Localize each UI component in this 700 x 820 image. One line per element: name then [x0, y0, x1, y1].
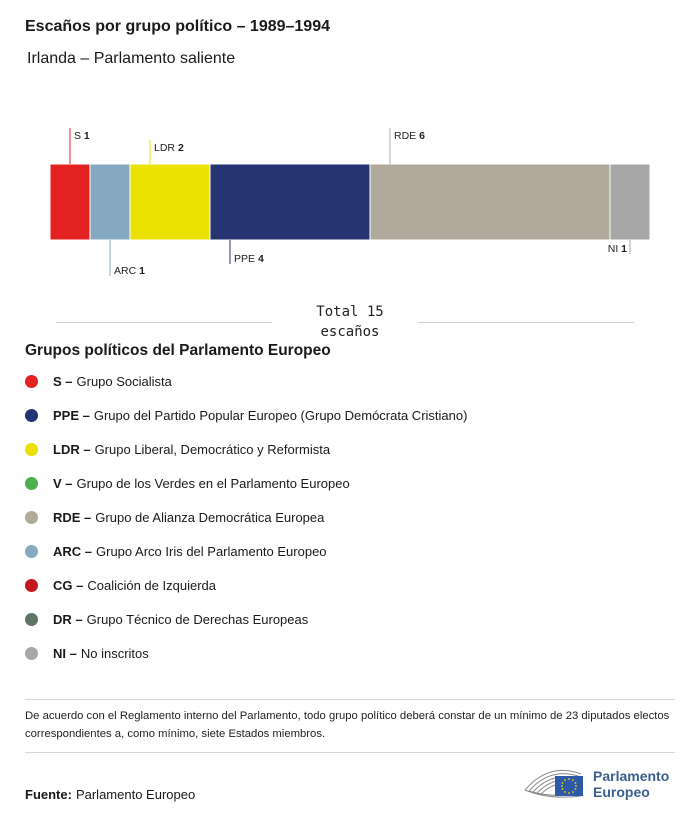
- legend-item: [25, 474, 350, 492]
- bar-label-s: S 1: [74, 130, 90, 142]
- chart-subtitle: Irlanda – Parlamento saliente: [27, 50, 236, 67]
- legend-description: Grupo de los Verdes en el Parlamento Europeo: [76, 475, 350, 491]
- legend-code: RDE –: [53, 509, 92, 525]
- legend-code: S –: [53, 373, 73, 389]
- source-value: Parlamento Europeo: [75, 787, 196, 802]
- legend-swatch: [25, 443, 38, 456]
- legend-item: [25, 542, 327, 560]
- legend-label: [53, 612, 308, 627]
- source-label: Fuente:: [25, 787, 72, 802]
- legend-label: [53, 578, 216, 593]
- logo-line-1: Parlamento: [593, 768, 670, 784]
- legend-code: CG –: [53, 577, 84, 593]
- bar-label-rde: RDE 6: [394, 130, 425, 142]
- bar-segment-ldr: [130, 164, 210, 240]
- legend-swatch: [25, 613, 38, 626]
- logo-wordmark: [593, 768, 669, 800]
- legend-label: [53, 544, 327, 559]
- legend-label: [53, 374, 172, 389]
- legend-item: [25, 610, 308, 628]
- bar-label-ppe: PPE 4: [234, 253, 264, 265]
- legend-item: [25, 576, 216, 594]
- legend-code: DR –: [53, 611, 83, 627]
- legend-description: Grupo Socialista: [76, 373, 172, 389]
- bar-segment-arc: [90, 164, 130, 240]
- source: [25, 787, 195, 802]
- legend-label: [53, 408, 467, 423]
- legend-swatch: [25, 647, 38, 660]
- legend-item: [25, 508, 324, 526]
- footnote: De acuerdo con el Reglamento interno del Parlamento, todo grupo político deberá constar de un mínimo de 23 diputados electos correspondientes a, como mínimo, siete Estados miembros.: [25, 710, 670, 740]
- legend-description: Grupo Arco Iris del Parlamento Europeo: [96, 543, 327, 559]
- legend-swatch: [25, 545, 38, 558]
- total-divider-left: [56, 322, 272, 323]
- legend-description: Grupo Liberal, Democrático y Reformista: [94, 441, 331, 457]
- legend-item: [25, 644, 149, 662]
- legend-code: PPE –: [53, 407, 90, 423]
- bar-segment-ppe: [210, 164, 370, 240]
- logo-line-2: Europeo: [593, 784, 650, 800]
- bar-segment-s: [50, 164, 90, 240]
- legend-item: [25, 406, 467, 424]
- legend-code: V –: [53, 475, 73, 491]
- legend-swatch: [25, 375, 38, 388]
- bar-label-ldr: LDR 2: [154, 142, 184, 154]
- legend-swatch: [25, 579, 38, 592]
- legend-code: ARC –: [53, 543, 93, 559]
- legend-code: NI –: [53, 645, 77, 661]
- total-seats-label: Total 15 escaños: [316, 304, 384, 340]
- legend-description: Grupo Técnico de Derechas Europeas: [86, 611, 309, 627]
- legend-item: [25, 372, 172, 390]
- bar-label-ni: NI 1: [607, 243, 627, 255]
- legend-swatch: [25, 477, 38, 490]
- legend-item: [25, 440, 330, 458]
- legend-title: Grupos políticos del Parlamento Europeo: [25, 342, 331, 359]
- legend-description: Grupo de Alianza Democrática Europea: [95, 509, 325, 525]
- chart-title: Escaños por grupo político – 1989–1994: [25, 18, 330, 35]
- legend-description: No inscritos: [80, 645, 149, 661]
- legend-swatch: [25, 409, 38, 422]
- seat-bar-chart: [0, 120, 700, 290]
- total-divider-right: [418, 322, 634, 323]
- legend-label: [53, 646, 149, 661]
- bar-label-arc: ARC 1: [114, 265, 145, 277]
- legend-swatch: [25, 511, 38, 524]
- legend-label: [53, 476, 350, 491]
- bar-segment-ni: [610, 164, 650, 240]
- legend-label: [53, 442, 330, 457]
- footer-divider-top: [25, 699, 675, 700]
- legend-description: Grupo del Partido Popular Europeo (Grupo Demócrata Cristiano): [93, 407, 468, 423]
- footer-divider-bottom: [25, 752, 675, 753]
- legend-code: LDR –: [53, 441, 91, 457]
- bar-segment-rde: [370, 164, 610, 240]
- legend-label: [53, 510, 324, 525]
- legend-description: Coalición de Izquierda: [87, 577, 216, 593]
